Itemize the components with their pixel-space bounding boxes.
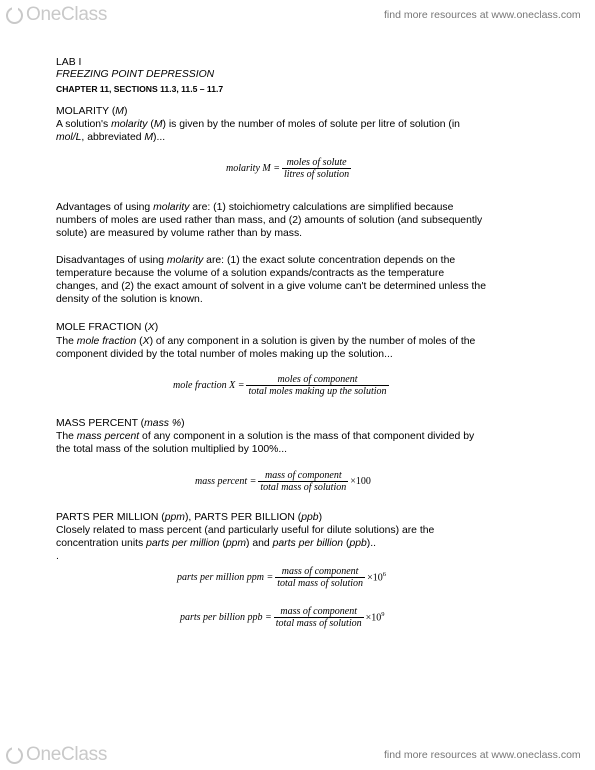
advantages-line2: numbers of moles are used rather than mass, and (2) amounts of solution (and subsequently bbox=[56, 215, 483, 226]
logo-text: OneClass bbox=[26, 744, 108, 765]
molarity-heading: MOLARITY (M) bbox=[56, 106, 128, 117]
logo-text: OneClass bbox=[26, 4, 108, 25]
oneclass-logo-footer bbox=[6, 744, 107, 766]
header-resources-link[interactable]: find more resources at www.oneclass.com bbox=[384, 9, 581, 21]
chapter-sections: CHAPTER 11, SECTIONS 11.3, 11.5 – 11.7 bbox=[56, 84, 224, 94]
stray-dot: . bbox=[56, 551, 59, 562]
mass-percent-definition-line2: the total mass of the solution multiplied by 100%... bbox=[56, 444, 288, 455]
mass-percent-definition-line1: The mass percent of any component in a solution is the mass of that component divided by bbox=[56, 431, 475, 442]
mole-fraction-formula: mole fraction X = $\frac{\text{moles of component}}{\text{total moles making up the solution}}$ bbox=[173, 374, 387, 397]
ppm-definition-line1: Closely related to mass percent (and particularly useful for dilute solutions) are the bbox=[56, 525, 435, 536]
lab-title: FREEZING POINT DEPRESSION bbox=[56, 69, 215, 80]
disadvantages-line4: density of the solution is known. bbox=[56, 294, 203, 305]
mass-percent-heading: MASS PERCENT (mass %) bbox=[56, 418, 185, 429]
mass-percent-formula: mass percent = $\frac{\text{mass of component}}{\text{total mass of solution}}$ ×100 bbox=[195, 470, 371, 493]
ppm-ppb-heading: PARTS PER MILLION (ppm), PARTS PER BILLION (ppb) bbox=[56, 512, 323, 523]
advantages-line3: solute) are measured by volume rather than by mass. bbox=[56, 228, 303, 239]
oneclass-logo-icon bbox=[6, 7, 23, 24]
ppm-formula: parts per million ppm = $\frac{\text{mass of component}}{\text{total mass of solution}}$ $\times 10^6$ bbox=[177, 566, 386, 589]
lab-number: LAB I bbox=[56, 57, 82, 68]
ppb-formula: parts per billion ppb = $\frac{\text{mass of component}}{\text{total mass of solution}}$ $\times 10^9$ bbox=[180, 606, 385, 629]
oneclass-logo-header bbox=[6, 4, 107, 26]
molarity-formula: molarity M = $\frac{\text{moles of solute}}{\text{litres of solution}}$ bbox=[226, 157, 350, 180]
molarity-definition-line1: A solution's molarity (M) is given by the number of moles of solute per litre of solution (in bbox=[56, 119, 460, 130]
mole-fraction-heading: MOLE FRACTION (X) bbox=[56, 322, 159, 333]
ppm-definition-line2: concentration units parts per million (ppm) and parts per billion (ppb).. bbox=[56, 538, 377, 549]
advantages-line1: Advantages of using molarity are: (1) stoichiometry calculations are simplified because bbox=[56, 202, 454, 213]
disadvantages-line2: temperature because the volume of a solution expands/contracts as the temperature bbox=[56, 268, 445, 279]
disadvantages-line1: Disadvantages of using molarity are: (1) the exact solute concentration depends on the bbox=[56, 255, 456, 266]
mole-fraction-definition-line1: The mole fraction (X) of any component in a solution is given by the number of moles of the bbox=[56, 336, 476, 347]
oneclass-logo-icon bbox=[6, 747, 23, 764]
disadvantages-line3: changes, and (2) the exact amount of solvent in a give volume can't be determined unless the bbox=[56, 281, 486, 292]
footer-resources-link[interactable]: find more resources at www.oneclass.com bbox=[384, 749, 581, 761]
molarity-definition-line2: mol/L, abbreviated M)... bbox=[56, 132, 166, 143]
mole-fraction-definition-line2: component divided by the total number of moles making up the solution... bbox=[56, 349, 393, 360]
